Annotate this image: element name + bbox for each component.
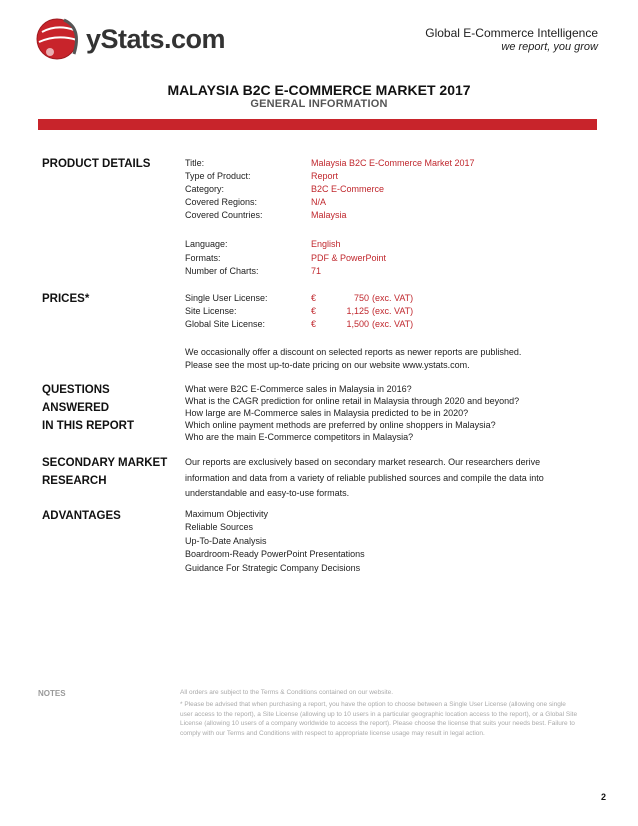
advantages-list: [185, 508, 585, 575]
header-divider-bar: [38, 119, 597, 130]
section-label-prices: PRICES*: [42, 293, 90, 305]
document-title: MALAYSIA B2C E-COMMERCE MARKET 2017: [167, 82, 471, 98]
question-item: Which online payment methods are preferred by online shoppers in Malaysia?: [185, 420, 496, 430]
tagline-sub: we report, you grow: [501, 41, 598, 53]
advantage-item: Reliable Sources: [185, 522, 254, 533]
logo-text: yStats.com: [86, 23, 226, 54]
vat-note: (exc. VAT): [372, 293, 414, 303]
vat-note: (exc. VAT): [372, 319, 414, 329]
page-number: 2: [600, 792, 606, 802]
secondary-research-text: [185, 455, 585, 502]
document-subtitle: GENERAL INFORMATION: [250, 98, 388, 110]
section-label-advantages: ADVANTAGES: [42, 510, 121, 522]
vat-note: (exc. VAT): [372, 306, 414, 316]
question-item: What is the CAGR prediction for online retail in Malaysia through 2020 and beyond?: [185, 396, 520, 406]
detail-value: B2C E-Commerce: [311, 184, 385, 194]
detail-key: Category:: [185, 184, 225, 194]
questions-list: [185, 383, 585, 443]
license-name: Single User License:: [185, 293, 268, 303]
section-label-secondary-research: SECONDARY MARKET RESEARCH: [42, 457, 168, 487]
question-item: What were B2C E-Commerce sales in Malaysia in 2016?: [185, 384, 412, 394]
advantage-item: Guidance For Strategic Company Decisions: [185, 562, 361, 573]
detail-value: Report: [311, 171, 339, 181]
currency-symbol: €: [311, 293, 317, 303]
advantage-item: Maximum Objectivity: [185, 509, 269, 519]
license-name: Site License:: [185, 306, 237, 316]
tagline-main: Global E-Commerce Intelligence: [425, 26, 598, 40]
detail-key: Type of Product:: [185, 171, 251, 181]
detail-value: Malaysia B2C E-Commerce Market 2017: [311, 158, 475, 168]
ystats-logo: [34, 14, 225, 64]
detail-value: PDF & PowerPoint: [311, 253, 387, 263]
notes-license-text: * Please be advised that when purchasing a report, you have the option to choose between a Single User License (allowing one single user access to the report), a Site License (allowing up to 10 users in a particular geographic location access to the report), or a Global Site License (allowing 10 users of a company worldwide to access the report). Please choose the license that suits your needs best. Failure to comply with our Terms and Conditions with respect to appropriate license usage may result in legal action.: [180, 701, 578, 737]
price-amount: 750: [353, 293, 369, 303]
notes-label: NOTES: [38, 689, 66, 698]
question-item: How large are M-Commerce sales in Malaysia predicted to be in 2020?: [185, 408, 469, 418]
detail-value: N/A: [311, 197, 327, 207]
pricing-note-line: We occasionally offer a discount on selected reports as newer reports are published.: [185, 347, 522, 357]
question-item: Who are the main E-Commerce competitors in Malaysia?: [185, 432, 414, 442]
price-amount: 1,500: [346, 319, 369, 329]
detail-key: Formats:: [185, 253, 221, 263]
detail-key: Covered Countries:: [185, 210, 263, 220]
advantage-item: Up-To-Date Analysis: [185, 535, 267, 546]
currency-symbol: €: [311, 306, 317, 316]
detail-key: Number of Charts:: [185, 266, 259, 276]
secondary-line: Our reports are exclusively based on secondary market research. Our researchers derive: [185, 457, 541, 467]
detail-value: 71: [311, 266, 322, 276]
pricing-note: [185, 346, 585, 372]
detail-key: Language:: [185, 239, 228, 249]
detail-value: English: [311, 239, 341, 249]
secondary-line: understandable and easy-to-use formats.: [185, 488, 350, 498]
secondary-line: information and data from a variety of reliable published sources and compile the data into: [185, 472, 544, 483]
pricing-note-line: Please see the most up-to-date pricing on our website www.ystats.com.: [185, 360, 470, 370]
tagline: [425, 26, 598, 53]
section-label-product-details: PRODUCT DETAILS: [42, 158, 151, 170]
price-amount: 1,125: [346, 306, 369, 316]
advantage-item: Boardroom-Ready PowerPoint Presentations: [185, 549, 365, 560]
notes-terms-line: All orders are subject to the Terms & Conditions contained on our website.: [180, 689, 394, 696]
detail-key: Title:: [185, 158, 205, 168]
detail-key: Covered Regions:: [185, 197, 258, 207]
globe-logo-icon: [34, 14, 84, 64]
currency-symbol: €: [311, 319, 317, 329]
section-label-questions: QUESTIONS ANSWERED IN THIS REPORT: [42, 384, 135, 432]
detail-value: Malaysia: [311, 210, 347, 220]
license-name: Global Site License:: [185, 319, 266, 329]
